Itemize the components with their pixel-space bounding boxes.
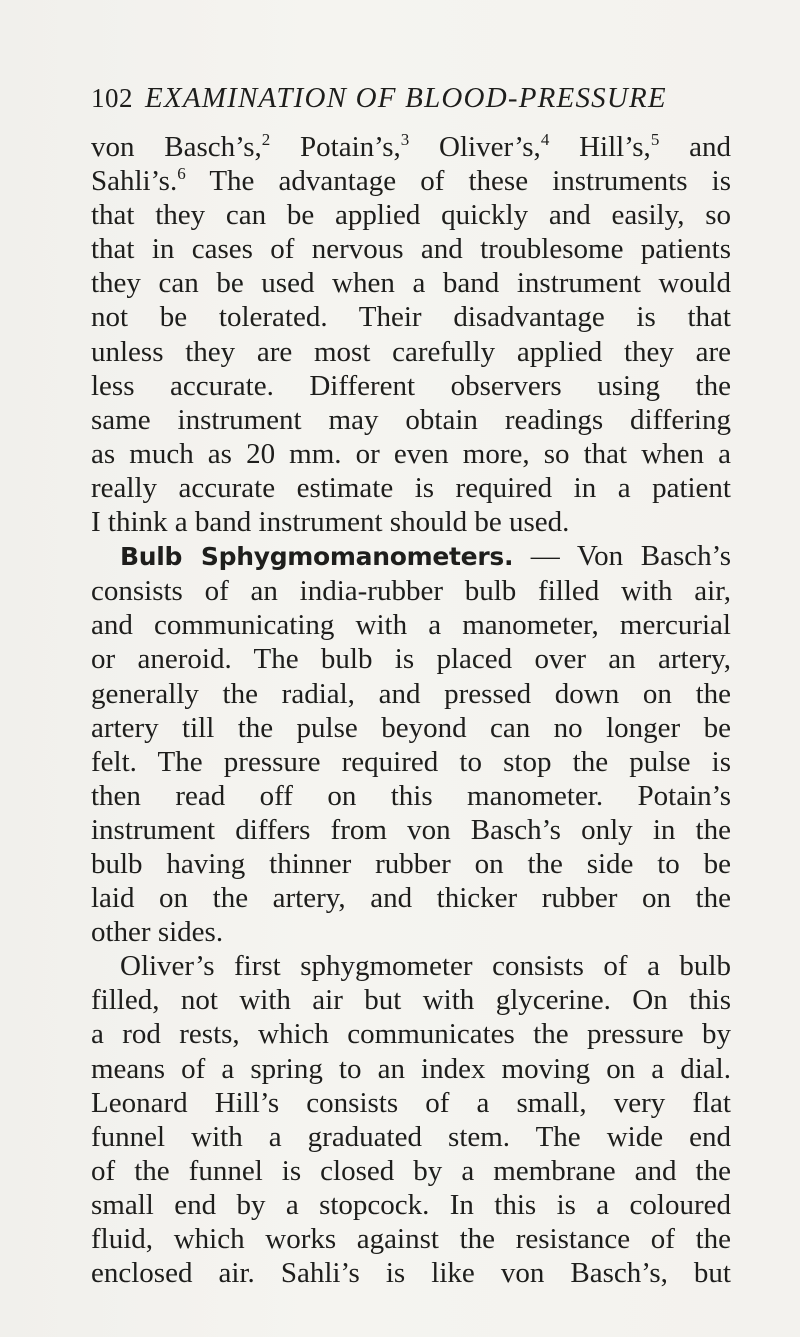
section-heading: Bulb Sphygmomanometers.: [120, 542, 514, 572]
text-line: artery till the pulse beyond can no longer be: [91, 711, 731, 744]
text-line: they can be used when a band instrument would: [91, 267, 731, 300]
paragraph-3: [91, 949, 731, 1290]
running-head: [91, 78, 731, 118]
text-line: or aneroid. The bulb is placed over an artery,: [91, 643, 731, 676]
text-line: consists of an india-rubber bulb filled with air,: [91, 575, 731, 608]
text-line: I think a band instrument should be used.: [91, 506, 570, 539]
text-run: The advantage of these instruments is: [185, 165, 731, 198]
running-title: EXAMINATION OF BLOOD-PRESSURE: [145, 82, 667, 114]
text-run: von Basch’s,: [91, 131, 262, 163]
text-line: small end by a stopcock. In this is a coloured: [91, 1188, 731, 1221]
text-line: [91, 164, 731, 198]
text-line: really accurate estimate is required in a patient: [91, 471, 731, 504]
footnote-ref[interactable]: 6: [177, 164, 186, 184]
page-number: 102: [91, 83, 133, 113]
text-line: unless they are most carefully applied they are: [91, 335, 731, 368]
text-line: fluid, which works against the resistance of the: [91, 1223, 731, 1255]
text-run: Hill’s,: [549, 131, 651, 163]
footnote-ref[interactable]: 4: [540, 130, 550, 149]
text-line: of the funnel is closed by a membrane and the: [91, 1154, 731, 1187]
text-line: other sides.: [91, 916, 224, 949]
paragraph-2: [91, 539, 731, 949]
text-line: instrument differs from von Basch’s only in the: [91, 813, 731, 846]
body-text: [91, 130, 731, 1290]
text-line: Leonard Hill’s consists of a small, very flat: [91, 1086, 731, 1119]
text-line: then read off on this manometer. Potain’s: [91, 779, 731, 812]
text-line: bulb having thinner rubber on the side to be: [91, 847, 731, 880]
footnote-ref[interactable]: 3: [400, 130, 410, 149]
text-run: — Von Basch’s: [513, 540, 731, 573]
footnote-ref[interactable]: 2: [261, 130, 271, 149]
text-line: laid on the artery, and thicker rubber on the: [91, 882, 731, 915]
text-line: not be tolerated. Their disadvantage is that: [91, 301, 731, 334]
text-run: Potain’s,: [270, 131, 401, 163]
text-line: and communicating with a manometer, mercurial: [91, 609, 731, 642]
text-line: generally the radial, and pressed down on the: [91, 677, 731, 710]
text-run: Oliver’s,: [409, 131, 541, 163]
text-line: same instrument may obtain readings differing: [91, 403, 731, 436]
text-line: felt. The pressure required to stop the pulse is: [91, 745, 731, 778]
text-run: and: [659, 131, 731, 163]
footnote-ref[interactable]: 5: [650, 130, 660, 149]
text-line: [91, 130, 731, 164]
text-line: a rod rests, which communicates the pressure by: [91, 1018, 731, 1051]
text-line: Oliver’s first sphygmometer consists of a bulb: [120, 950, 731, 983]
text-line: that they can be applied quickly and easily, so: [91, 199, 731, 232]
paragraph-1: [91, 130, 731, 539]
text-line: funnel with a graduated stem. The wide end: [91, 1120, 731, 1153]
text-line: filled, not with air but with glycerine. On this: [91, 984, 731, 1017]
text-line: as much as 20 mm. or even more, so that when a: [91, 437, 731, 470]
text-line: less accurate. Different observers using the: [91, 369, 731, 402]
text-line: means of a spring to an index moving on a dial.: [91, 1052, 731, 1085]
text-line: that in cases of nervous and troublesome patients: [91, 233, 731, 266]
text-line: enclosed air. Sahli’s is like von Basch’s, but: [91, 1257, 731, 1290]
text-run: Sahli’s.: [91, 165, 178, 198]
text-line: [91, 539, 731, 574]
